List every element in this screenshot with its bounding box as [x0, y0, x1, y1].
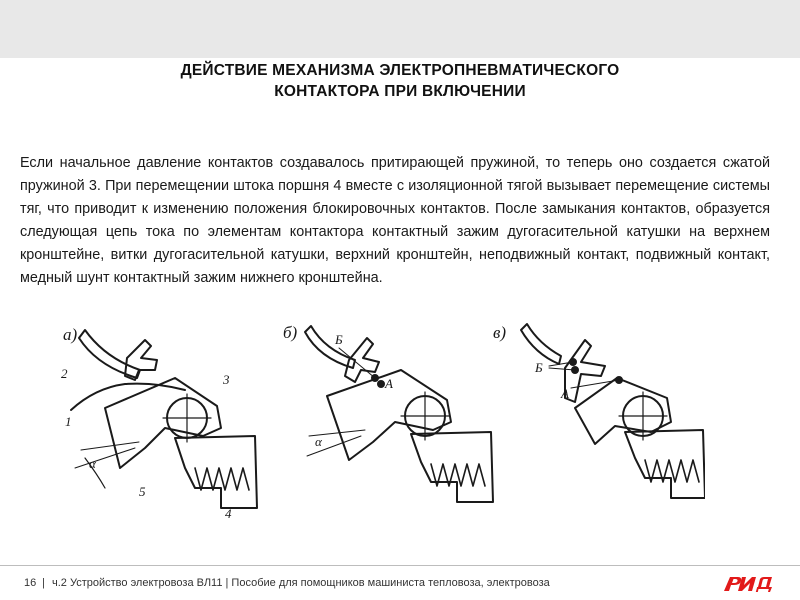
figure-c-arc-contact	[521, 324, 561, 364]
header-bar	[0, 0, 800, 58]
figure-a	[61, 325, 257, 521]
figure-a-part-3: 3	[223, 372, 230, 387]
figure-b-contact-dot-a	[378, 381, 384, 387]
footer-separator: |	[42, 577, 45, 589]
figure-c-part-a: А	[561, 386, 569, 401]
page-number: 16	[24, 577, 37, 589]
figure-b	[283, 323, 493, 502]
figure-b-housing	[411, 432, 493, 502]
figure-a-arrow-2	[75, 448, 135, 468]
rzd-logo-icon	[722, 573, 776, 595]
figure-c-leader-b-1	[549, 362, 573, 366]
figure-b-part-alpha: α	[315, 434, 322, 449]
figure-c-housing	[625, 430, 705, 498]
figure-b-part-b: Б	[335, 332, 343, 347]
figure-a-label: а)	[63, 325, 78, 344]
figure-a-cross-contact	[125, 340, 157, 380]
figure-a-arrow-1	[81, 442, 139, 450]
page-title	[60, 60, 740, 102]
figure-b-arc-contact	[305, 326, 355, 368]
figure-a-spring	[195, 468, 249, 490]
figure-a-part-5: 5	[139, 484, 146, 499]
footer-source: ч.2 Устройство электровоза ВЛ11 | Пособие для помощников машиниста тепловоза, электровоза	[52, 577, 550, 589]
page-title-line-1: ДЕЙСТВИЕ МЕХАНИЗМА ЭЛЕКТРОПНЕВМАТИЧЕСКОГО	[180, 62, 620, 79]
figure-a-lever	[105, 378, 221, 468]
footer-divider	[0, 565, 800, 566]
figure-c-leader-b-2	[549, 368, 575, 370]
page-title-line-2: КОНТАКТОРА ПРИ ВКЛЮЧЕНИИ	[274, 83, 526, 100]
figure-a-part-4: 4	[225, 506, 232, 521]
figure-c	[493, 323, 705, 498]
figure-a-part-1: 1	[65, 414, 72, 429]
body-paragraph: Если начальное давление контактов создавалось притирающей пружиной, то теперь оно создается сжатой пружиной 3. При перемещении штока поршня 4 вместе с изоляционной тягой вызывает перемещение системы тяг, что приводит к изменению положения блокировочных контактов. После замыкания контактов, образуется следующая цепь тока по элементам контактора контактный зажим дугогасительной катушки на верхнем кронштейне, витки дугогасительной катушки, верхний кронштейн, неподвижный контакт, подвижный контакт, медный шунт контактный зажим нижнего кронштейна.	[20, 155, 770, 286]
figure-a-part-alpha: α	[89, 456, 96, 471]
figure-b-label: б)	[283, 323, 298, 342]
figure-c-cross-contact	[565, 340, 605, 402]
figure-c-part-b: Б	[535, 360, 543, 375]
figure-b-leader-b	[339, 348, 375, 378]
figure-c-label: в)	[493, 323, 507, 342]
contactor-diagram	[45, 318, 705, 528]
figure-a-spring-arm	[71, 384, 185, 410]
figure-b-part-a: А	[385, 376, 393, 391]
figure-a-part-2: 2	[61, 366, 68, 381]
footer	[0, 565, 800, 600]
